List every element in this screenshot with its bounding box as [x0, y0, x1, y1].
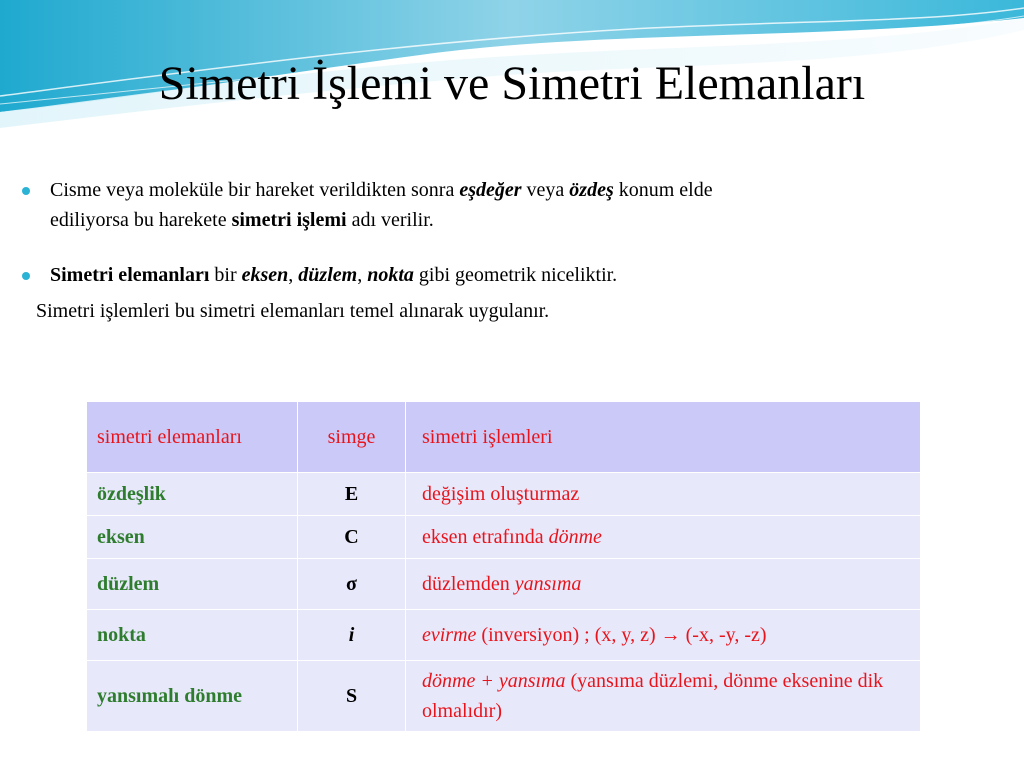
symmetry-table: [86, 401, 921, 732]
header-cell-elements: simetri elemanları: [87, 402, 298, 473]
bullet1-bold-esdeger: eşdeğer: [459, 179, 522, 201]
operation-text: düzlemden: [422, 572, 515, 595]
bullet2-text-1: bir: [209, 264, 242, 286]
element-cell: nokta: [87, 610, 298, 661]
operation-cell: [406, 610, 921, 661]
symbol-italic: i: [348, 623, 355, 646]
operation-italic: dönme + yansıma: [422, 670, 566, 692]
table-row: [87, 473, 921, 516]
symbol-cell: C: [298, 516, 406, 559]
bullet-dot-icon: [22, 272, 30, 280]
table-header-row: [87, 402, 921, 473]
table-row: [87, 516, 921, 559]
element-cell: eksen: [87, 516, 298, 559]
bullet1-bold-ozdes: özdeş: [569, 179, 614, 201]
operation-text: eksen etrafında: [422, 525, 549, 548]
operation-italic: yansıma: [514, 572, 582, 595]
header-cell-symbol: simge: [298, 402, 406, 473]
element-cell: özdeşlik: [87, 473, 298, 516]
bullet-list: [20, 175, 980, 326]
table-row: [87, 610, 921, 661]
subline-text: Simetri işlemleri bu simetri elemanları temel alınarak uygulanır.: [36, 300, 550, 322]
table-row: [87, 661, 921, 732]
operation-text: (yansıma düzlemi, dönme eksenine dik olmalıdır): [422, 670, 884, 722]
symbol-cell: [298, 610, 406, 661]
symbol-cell: σ: [298, 559, 406, 610]
bullet1-bold-simetri-islemi: simetri işlemi: [231, 209, 347, 231]
operation-text: (inversiyon) ; (x, y, z) → (-x, -y, -z): [476, 623, 767, 646]
bullet1-text-4: ediliyorsa bu harekete: [50, 209, 232, 231]
bullet1-text-2: veya: [521, 179, 570, 201]
bullet2-text-4: gibi geometrik niceliktir.: [413, 264, 618, 286]
bullet-dot-icon: [22, 187, 30, 195]
table-row: [87, 559, 921, 610]
bullet2-text-3: ,: [357, 264, 368, 286]
bullet2-bold-nokta: nokta: [367, 264, 414, 286]
header-cell-operations: simetri işlemleri: [406, 402, 921, 473]
bullet2-bold-simetri-elemanlari: Simetri elemanları: [50, 264, 210, 286]
bullet2-bold-duzlem: düzlem: [298, 264, 358, 286]
element-cell: düzlem: [87, 559, 298, 610]
operation-italic: dönme: [548, 525, 602, 548]
operation-cell: [406, 473, 921, 516]
symbol-cell: E: [298, 473, 406, 516]
operation-cell: [406, 559, 921, 610]
bullet1-text-5: adı verilir.: [346, 209, 434, 231]
bullet1-text-3: konum elde: [613, 179, 713, 201]
bullet2-text-2: ,: [288, 264, 299, 286]
bullet1-text-1: Cisme veya moleküle bir hareket verildikten sonra: [50, 179, 460, 201]
symbol-cell: S: [298, 661, 406, 732]
bullet-item-1: [20, 175, 980, 235]
element-cell: yansımalı dönme: [87, 661, 298, 732]
slide-title: Simetri İşlemi ve Simetri Elemanları: [158, 57, 866, 110]
operation-cell: [406, 661, 921, 732]
operation-cell: [406, 516, 921, 559]
operation-italic: evirme: [422, 623, 477, 646]
operation-text: değişim oluşturmaz: [422, 482, 580, 505]
bullet2-bold-eksen: eksen: [241, 264, 289, 286]
bullet-item-2: [20, 260, 980, 290]
